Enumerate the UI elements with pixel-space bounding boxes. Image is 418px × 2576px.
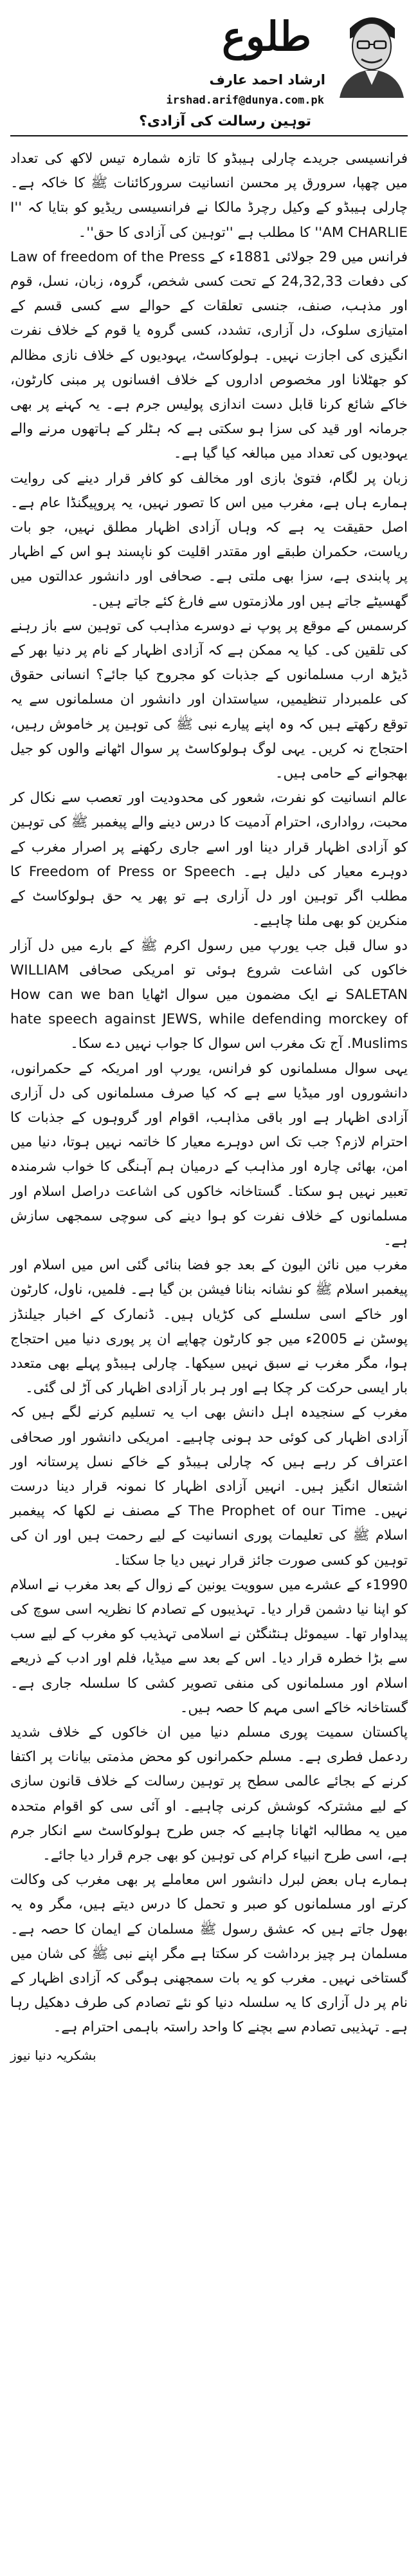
paragraph: پاکستان سمیت پوری مسلم دنیا میں ان خاکوں کے خلاف شدید ردعمل فطری ہے۔ مسلم حکمرانوں کو محض مذمتی بیانات پر اکتفا کرنے کے بجائے عالمی سطح پر توہین رسالت کے خلاف قانون سازی کے لیے مشترکہ کوشش کرنی چاہیے۔ او آئی سی کو اقوام متحدہ میں یہ مطالبہ اٹھانا چاہیے کہ جس طرح ہولوکاسٹ سے انکار جرم ہے، اسی طرح انبیاء کرام کی توہین کو بھی جرم قرار دیا جائے۔ (10, 1724, 408, 1864)
source-credit: بشکریہ دنیا نیوز (10, 2047, 96, 2063)
paragraph: دو سال قبل جب یورپ میں رسول اکرم ﷺ کے بارے میں دل آزار خاکوں کی اشاعت شروع ہوئی تو امریکی صحافی WILLIAM SALETAN نے ایک مضمون میں سوال اٹھایا How can we ban hate speech against JEWS, while defending morckey of Muslims. آج تک مغرب اس سوال کا جواب نہیں دے سکا۔ (10, 937, 408, 1052)
column-masthead: طلوع (222, 13, 311, 60)
column-title: توہین رسالت کی آزادی؟ (139, 113, 311, 129)
author-photo-icon (336, 9, 408, 98)
paragraph: مغرب میں نائن الیون کے بعد جو فضا بنائی گئی اس میں اسلام اور پیغمبر اسلام ﷺ کو نشانہ بنانا فیشن بن گیا ہے۔ فلمیں، ناول، کارٹون اور خاکے اسی سلسلے کی کڑیاں ہیں۔ ڈنمارک کے اخبار جیلنڈز پوسٹن نے 2005ء میں جو کارٹون چھاپے ان پر پوری دنیا میں احتجاج ہوا، مگر مغرب نے سبق نہیں سیکھا۔ چارلی ہیبڈو پہلے بھی متعدد بار ایسی حرکت کر چکا ہے اور ہر بار آزادی اظہار کی آڑ لی گئی۔ (10, 1257, 408, 1397)
paragraph: یہی سوال مسلمانوں کو فرانس، یورپ اور امریکہ کے حکمرانوں، دانشوروں اور میڈیا سے ہے کہ کیا صرف مسلمانوں کی دل آزاری آزادی اظہار ہے اور باقی مذاہب، اقوام اور گروہوں کے جذبات کا احترام لازم؟ جب تک اس دوہرے معیار کا خاتمہ نہیں ہوتا، دنیا میں امن، بھائی چارہ اور مذاہب کے درمیان ہم آہنگی کا خواب شرمندہ تعبیر نہیں ہو سکتا۔ گستاخانہ خاکوں کی اشاعت دراصل اسلام اور مسلمانوں کے خلاف نفرت کو ہوا دینے کی سوچی سمجھی سازش ہے۔ (10, 1060, 408, 1249)
article-body (10, 147, 408, 2067)
paragraph: کرسمس کے موقع پر پوپ نے دوسرے مذاہب کی توہین سے باز رہنے کی تلقین کی۔ کیا یہ ممکن ہے کہ آزادی اظہار کے نام پر دنیا بھر کے ڈیڑھ ارب مسلمانوں کے جذبات کو مجروح کیا جائے؟ انسانی حقوق کی علمبردار تنظیمیں، سیاستدان اور دانشور ان مسلمانوں سے یہ توقع رکھتے ہیں کہ وہ اپنے پیارے نبی ﷺ کی توہین پر خاموش رہیں، احتجاج نہ کریں۔ یہی لوگ ہولوکاسٹ پر سوال اٹھانے والوں کو جیل بھجوانے کے حامی ہیں۔ (10, 617, 408, 782)
paragraph: ہمارے ہاں بعض لبرل دانشور اس معاملے پر بھی مغرب کی وکالت کرتے اور مسلمانوں کو صبر و تحمل کا درس دیتے ہیں، مگر وہ یہ بھول جاتے ہیں کہ عشق رسول ﷺ مسلمان کے ایمان کا حصہ ہے۔ مسلمان ہر چیز برداشت کر سکتا ہے مگر اپنے نبی ﷺ کی شان میں گستاخی نہیں۔ مغرب کو یہ بات سمجھنی ہوگی کہ آزادی اظہار کے نام پر دل آزاری کا یہ سلسلہ دنیا کو نئے تصادم کی طرف دھکیل رہا ہے۔ تہذیبی تصادم سے بچنے کا واحد راستہ باہمی احترام ہے۔ (10, 1872, 408, 2036)
paragraph: فرانسیسی جریدے چارلی ہیبڈو کا تازہ شمارہ تیس لاکھ کی تعداد میں چھپا، سرورق پر محسن انسانیت سرورکائنات ﷺ کا خاکہ ہے۔ چارلی ہیبڈو کے وکیل رچرڈ مالکا نے فرانسیسی ریڈیو کو بتایا کہ ''I AM CHARLIE'' کا مطلب ہے ''توہین کی آزادی کا حق''۔ (10, 151, 408, 241)
paragraph: فرانس میں 29 جولائی 1881ء کے Law of freedom of the Press کی دفعات 24,32,33 کے تحت کسی شخص، گروہ، زبان، نسل، قوم اور مذہب، صنف، جنسی تعلقات کے حوالے سے کسی قسم کے امتیازی سلوک، دل آزاری، تشدد، کسی گروہ یا قوم کے خلاف نفرت انگیزی کی اجازت نہیں۔ ہولوکاسٹ، یہودیوں کے خلاف نازی مظالم کو جھٹلانا اور مخصوص اداروں کے خلاف افسانوں پر مبنی کارٹون، خاکے شائع کرنا قابل دست اندازی پولیس جرم ہے۔ یہ کہنے پر بھی جرمانہ اور قید کی سزا ہو سکتی ہے کہ ہٹلر کے ہاتھوں مرنے والے یہودیوں کی تعداد میں مبالغہ کیا گیا ہے۔ (10, 248, 408, 462)
paragraph: مغرب کے سنجیدہ اہل دانش بھی اب یہ تسلیم کرنے لگے ہیں کہ آزادی اظہار کی کوئی حد ہونی چاہیے۔ امریکی دانشور اور صحافی اعتراف کر رہے ہیں کہ چارلی ہیبڈو کے خاکے نسل پرستانہ اور اشتعال انگیز ہیں۔ انہیں آزادی اظہار کا نمونہ قرار دینا درست نہیں۔ The Prophet of our Time کے مصنف نے لکھا کہ پیغمبر اسلام ﷺ کی تعلیمات پوری انسانیت کے لیے رحمت ہیں اور ان کی توہین کو کسی صورت جائز قرار نہیں دیا جا سکتا۔ (10, 1405, 408, 1569)
author-name: ارشاد احمد عارف (209, 72, 325, 88)
paragraph: عالم انسانیت کو نفرت، شعور کی محدودیت اور تعصب سے نکال کر محبت، رواداری، احترام آدمیت کا درس دینے والے پیغمبر ﷺ کی توہین کو آزادی اظہار قرار دینا اور اسے جاری رکھنے پر اصرار مغرب کے دوہرے معیار کی دلیل ہے۔ Freedom of Press or Speech کا مطلب اگر توہین اور دل آزاری ہے تو پھر یہ حق ہولوکاسٹ کے منکرین کو بھی ملنا چاہیے۔ (10, 790, 408, 929)
author-portrait (336, 9, 408, 98)
paragraph: 1990ء کے عشرے میں سوویت یونین کے زوال کے بعد مغرب نے اسلام کو اپنا نیا دشمن قرار دیا۔ تہذیبوں کے تصادم کا نظریہ اسی سوچ کی پیداوار تھا۔ سیموئل ہنٹنگٹن نے اسلامی تہذیب کو مغرب کے لیے سب سے بڑا خطرہ قرار دیا۔ اس کے بعد سے میڈیا، فلم اور ادب کے ذریعے اسلام اور مسلمانوں کی منفی تصویر کشی کا سلسلہ جاری ہے۔ گستاخانہ خاکے اسی مہم کا حصہ ہیں۔ (10, 1576, 408, 1716)
paragraph: زبان پر لگام، فتویٰ بازی اور مخالف کو کافر قرار دینے کی روایت ہمارے ہاں ہے، مغرب میں اس کا تصور نہیں، یہ پروپیگنڈا عام ہے۔ اصل حقیقت یہ ہے کہ وہاں آزادی اظہار مطلق نہیں، جو بات ریاست، حکمران طبقے اور مقتدر اقلیت کو ناپسند ہو اس کے اظہار پر پابندی ہے، سزا بھی ملتی ہے۔ صحافی اور دانشور عدالتوں میں گھسیٹے جاتے ہیں اور ملازمتوں سے فارغ کئے جاتے ہیں۔ (10, 470, 408, 610)
column-header (10, 9, 408, 136)
author-email-link[interactable]: irshad.arif@dunya.com.pk (166, 94, 324, 107)
